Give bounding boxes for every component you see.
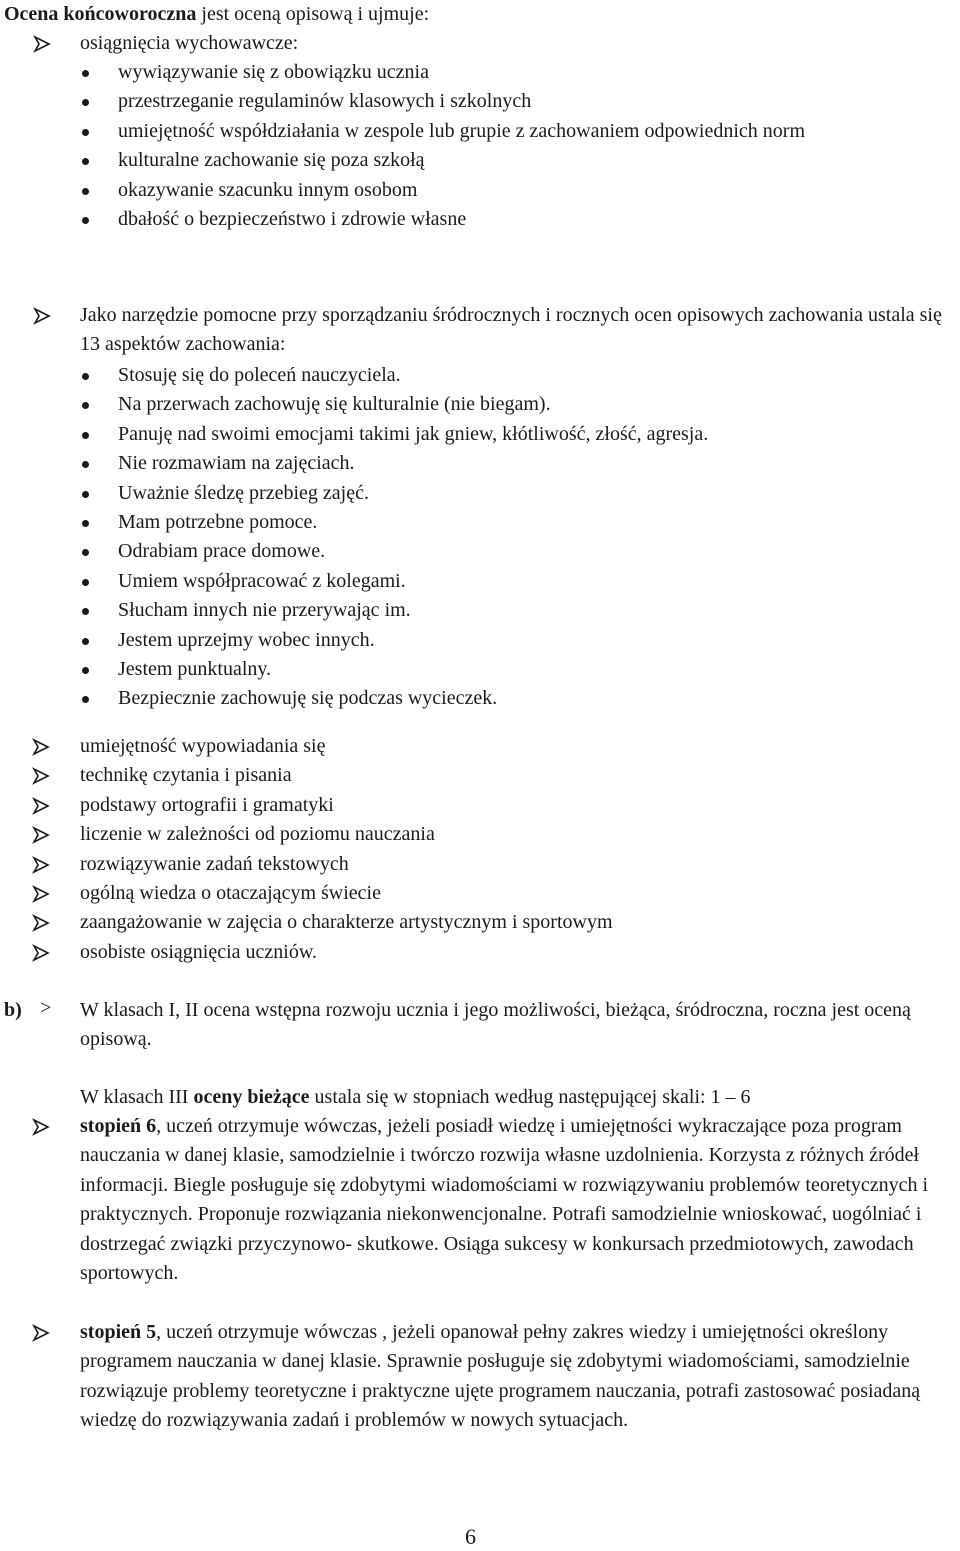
list-item: dbałość o bezpieczeństwo i zdrowie własne [80,205,940,234]
list-item-text: liczenie w zależności od poziomu nauczania [80,823,435,846]
list-item: Stosuję się do poleceń nauczyciela. [80,361,940,390]
list-item: Jestem uprzejmy wobec innych. [80,626,940,655]
part-b-text: W klasach I, II ocena wstępna rozwoju ucznia i jego możliwości, bieżąca, śródroczna, roczna jest oceną opisową. [80,999,911,1051]
section1-heading: osiągnięcia wychowawcze: [80,32,299,54]
list-item [32,761,952,790]
list-item-text: ogólną wiedza o otaczającym świecie [80,881,381,904]
arrow-bullet-icon [32,944,50,962]
grade-five-body: , uczeń otrzymuje wówczas , jeżeli opanował pełny zakres wiedzy i umiejętności określony programem nauczania w danej klasie. Sprawnie posługuje się zdobytymi wiadomościami, samodzielnie rozwiązuje problemy teoretyczne i praktyczne ujęte programem nauczania, potrafi zastosować posiadaną wiedzę do rozwiązywania zadań i problemów w nowych sytuacjach. [80,1321,921,1432]
list-item: Jestem punktualny. [80,655,940,684]
list-item-text: podstawy ortografii i gramatyki [80,793,334,816]
arrow-bullet-icon [32,307,52,325]
list-item [32,820,952,849]
class-three-line [80,1083,956,1112]
part-b-label: b) [4,999,22,1021]
list-item-text: technikę czytania i pisania [80,764,292,787]
list-item: umiejętność współdziałania w zespole lub grupie z zachowaniem odpowiednich norm [80,117,918,146]
list-item: kulturalne zachowanie się poza szkołą [80,146,940,175]
section1-list [80,58,940,234]
list-item: przestrzeganie regulaminów klasowych i szkolnych [80,87,940,116]
grade-six-body: , uczeń otrzymuje wówczas, jeżeli posiadł wiedzę i umiejętności wykraczające poza program nauczania w danej klasie, samodzielnie i twórczo rozwija własne uzdolnienia. Korzysta z różnych źródeł informacji. Biegle posługuje się zdobytymi wiadomościami w rozwiązywaniu problemów teoretycznych i praktycznych. Proponuje rozwiązania niekonwencjonalne. Potrafi samodzielnie wnioskować, uogólniać i dostrzegać związki przyczynowo- skutkowe. Osiąga sukcesy w konkursach przedmiotowych, zawodach sportowych. [80,1115,929,1285]
list-item [32,938,952,967]
list-item [32,732,952,761]
list-item: Uważnie śledzę przebieg zajęć. [80,479,940,508]
list-item: Odrabiam prace domowe. [80,537,940,566]
section2-heading: Jako narzędzie pomocne przy sporządzaniu śródrocznych i rocznych ocen opisowych zachowania ustala się 13 aspektów zachowania: [80,304,942,356]
arrow-bullet-icon [32,826,50,844]
grade-five-bold: stopień 5 [80,1321,157,1343]
list-item [32,791,952,820]
section2-list [80,361,940,714]
list-item-text: osobiste osiągnięcia uczniów. [80,940,317,963]
intro-line [4,0,944,29]
class-three-before: W klasach III [80,1086,194,1108]
list-item: wywiązywanie się z obowiązku ucznia [80,58,940,87]
list-item-text: zaangażowanie w zajęcia o charakterze artystycznym i sportowym [80,911,613,934]
list-item: Mam potrzebne pomoce. [80,508,940,537]
arrow-bullet-icon [32,767,50,785]
list-item: Słucham innych nie przerywając im. [80,596,940,625]
intro-bold: Ocena końcoworoczna [4,3,197,25]
list-item: Bezpiecznie zachowuję się podczas wycieczek. [80,684,940,713]
arrow-bullet-icon [32,885,50,903]
grade-five-text [80,1318,960,1436]
arrow-bullet-icon [32,914,50,932]
page-number: 6 [465,1524,476,1549]
arrow-bullet-icon [32,856,50,874]
list-item: Panuję nad swoimi emocjami takimi jak gniew, kłótliwość, złość, agresja. [80,420,940,449]
list-item [32,879,952,908]
list-item [32,850,952,879]
list-item-text: umiejętność wypowiadania się [80,735,326,757]
class-three-after: ustala się w stopniach według następującej skali: 1 – 6 [309,1086,751,1108]
grade-six-bold: stopień 6 [80,1115,157,1137]
intro-rest: jest oceną opisową i ujmuje: [196,3,430,25]
list-item: Na przerwach zachowuję się kulturalnie (nie biegam). [80,390,940,419]
arrow-bullet-icon [32,738,50,756]
part-b-marker: > [40,997,52,1019]
arrow-bullet-icon [32,35,52,53]
list-item: Nie rozmawiam na zajęciach. [80,449,940,478]
list-item: Umiem współpracować z kolegami. [80,567,940,596]
list-item [32,908,952,937]
arrow-bullet-icon [32,1324,50,1342]
grade-six-text [80,1112,960,1288]
arrow-bullet-icon [32,1118,50,1136]
list-item-text: rozwiązywanie zadań tekstowych [80,852,349,875]
list-item: okazywanie szacunku innym osobom [80,176,940,205]
arrow-bullet-icon [32,797,50,815]
grade-five-block [32,1318,960,1436]
section3-list [32,732,952,967]
grade-six-block [32,1112,960,1288]
class-three-bold: oceny bieżące [193,1086,310,1108]
